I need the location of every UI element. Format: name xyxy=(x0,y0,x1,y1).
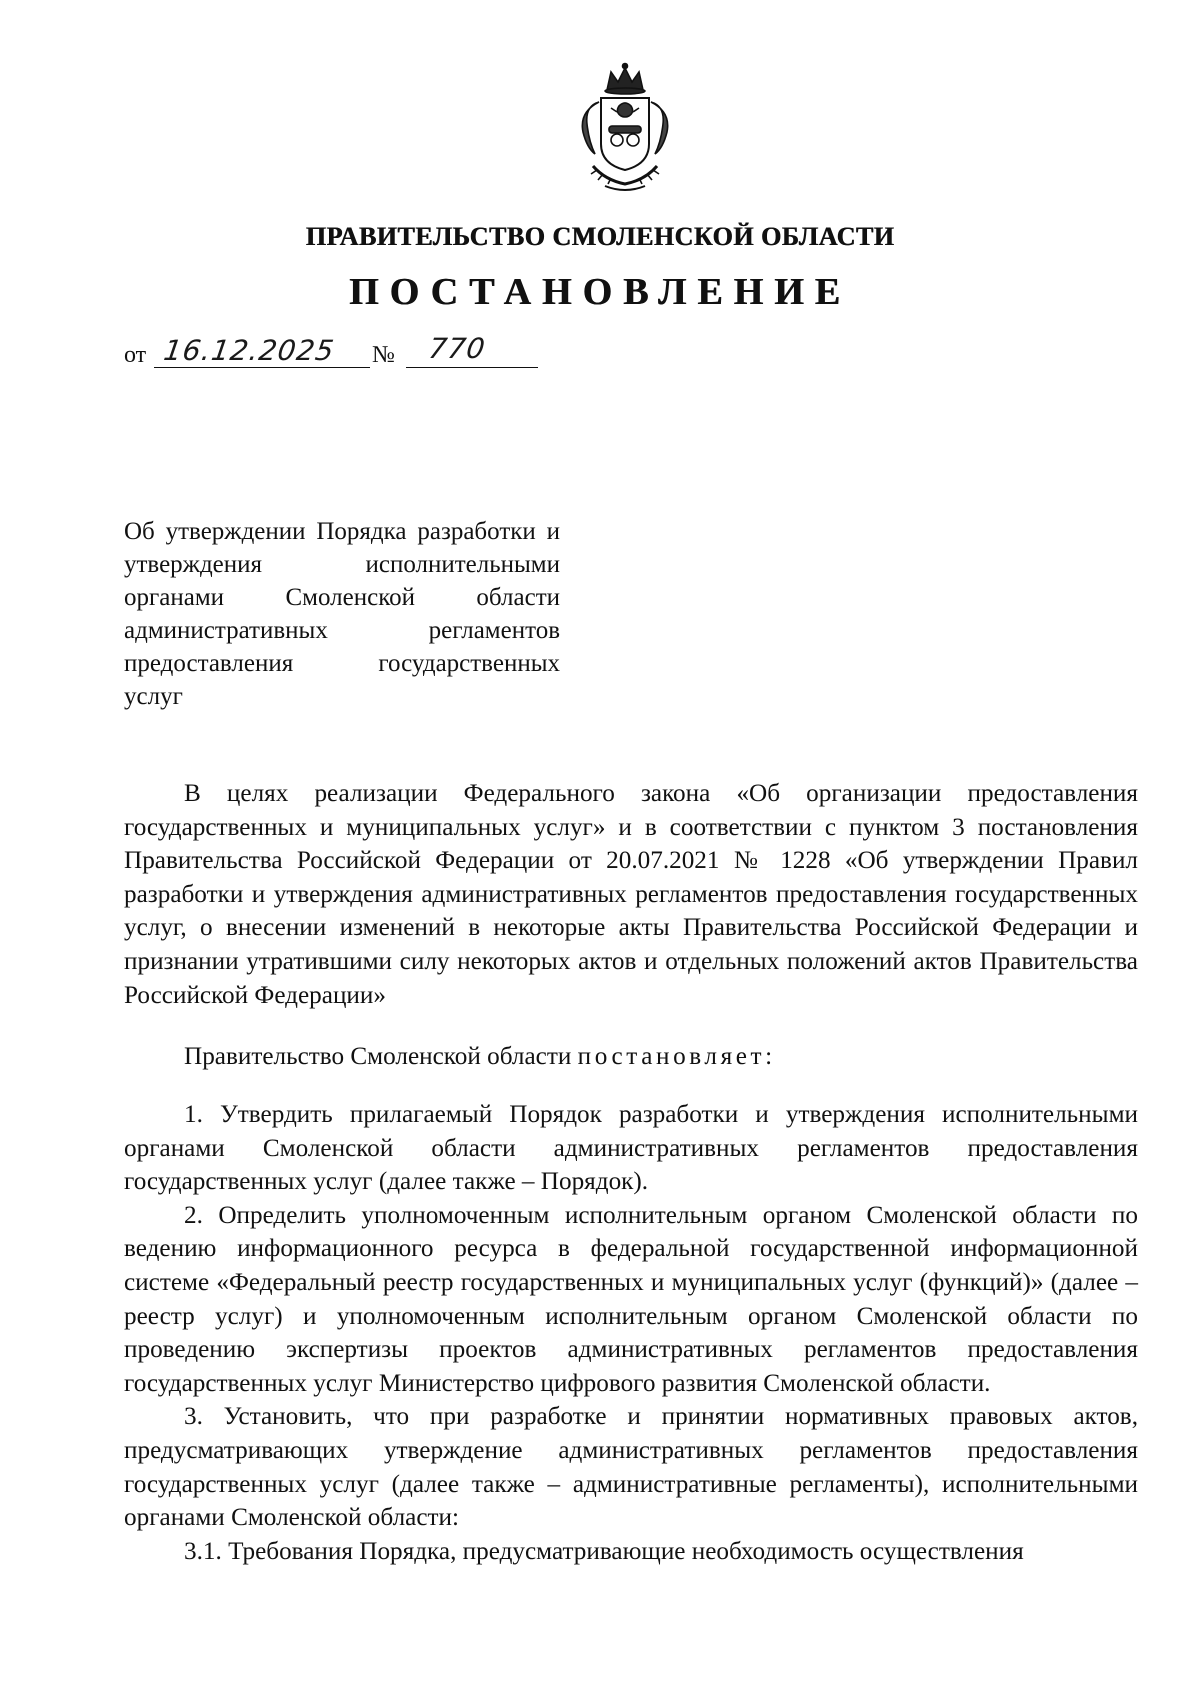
number-underline xyxy=(406,367,538,368)
item-paragraph: 1. Утвердить прилагаемый Порядок разработки и утверждения исполнительными органами Смоленской области административных регламентов предоставления государственных услуг (далее также – Порядок). xyxy=(124,1101,1138,1196)
number-label: № xyxy=(372,342,395,368)
date-label: от xyxy=(124,342,147,368)
decree-word: постановляет: xyxy=(577,1043,776,1070)
item-paragraph: 3.1. Требования Порядка, предусматривающие необходимость осуществления xyxy=(184,1537,1024,1565)
decree-items xyxy=(124,1098,1138,1568)
item-paragraph: 3. Установить, что при разработке и принятии нормативных правовых актов, предусматривающих утверждение административных регламентов предоставления государственных услуг (далее также – административные регламенты), исполнительными органами Смоленской области: xyxy=(124,1403,1138,1532)
subject-title-last-word: услуг xyxy=(124,683,183,710)
decree-section xyxy=(124,1040,1138,1074)
handwritten-number: 770 xyxy=(426,332,488,365)
decree-prefix: Правительство Смоленской области xyxy=(184,1043,572,1070)
handwritten-date: 16.12.2025 xyxy=(161,334,337,367)
document-type: ПОСТАНОВЛЕНИЕ xyxy=(348,271,852,313)
subject-title: Об утверждении Порядка разработки и утверждения исполнительными органами Смоленской области административных регламентов предоставления государственных xyxy=(124,518,560,677)
decree-paragraph xyxy=(124,1040,1138,1074)
government-name: ПРАВИТЕЛЬСТВО СМОЛЕНСКОЙ ОБЛАСТИ xyxy=(305,222,895,251)
preamble-paragraph: В целях реализации Федерального закона «Об организации предоставления государственных и муниципальных услуг» и в соответствии с пунктом 3 постановления Правительства Российской Федерации от 20.07.2021 № 1228 «Об утверждении Правил разработки и утверждения административных регламентов предоставления государственных услуг, о внесении изменений в некоторые акты Правительства Российской Федерации и признании утратившими силу некоторых актов и отдельных положений актов Правительства Российской Федерации» xyxy=(124,780,1138,1009)
date-underline xyxy=(154,367,370,368)
item-paragraph: 2. Определить уполномоченным исполнительным органом Смоленской области по ведению информационного ресурса в федеральной государственной информационной системе «Федеральный реестр государственных и муниципальных услуг (функций)» (далее – реестр услуг) и уполномоченным исполнительным органом Смоленской области по проведению экспертизы проектов административных регламентов предоставления государственных услуг Министерство цифрового развития Смоленской области. xyxy=(124,1201,1138,1397)
coat-of-arms-icon xyxy=(565,62,685,194)
document-subject xyxy=(124,515,560,713)
registration-line xyxy=(124,334,544,374)
preamble-section xyxy=(124,777,1138,1012)
